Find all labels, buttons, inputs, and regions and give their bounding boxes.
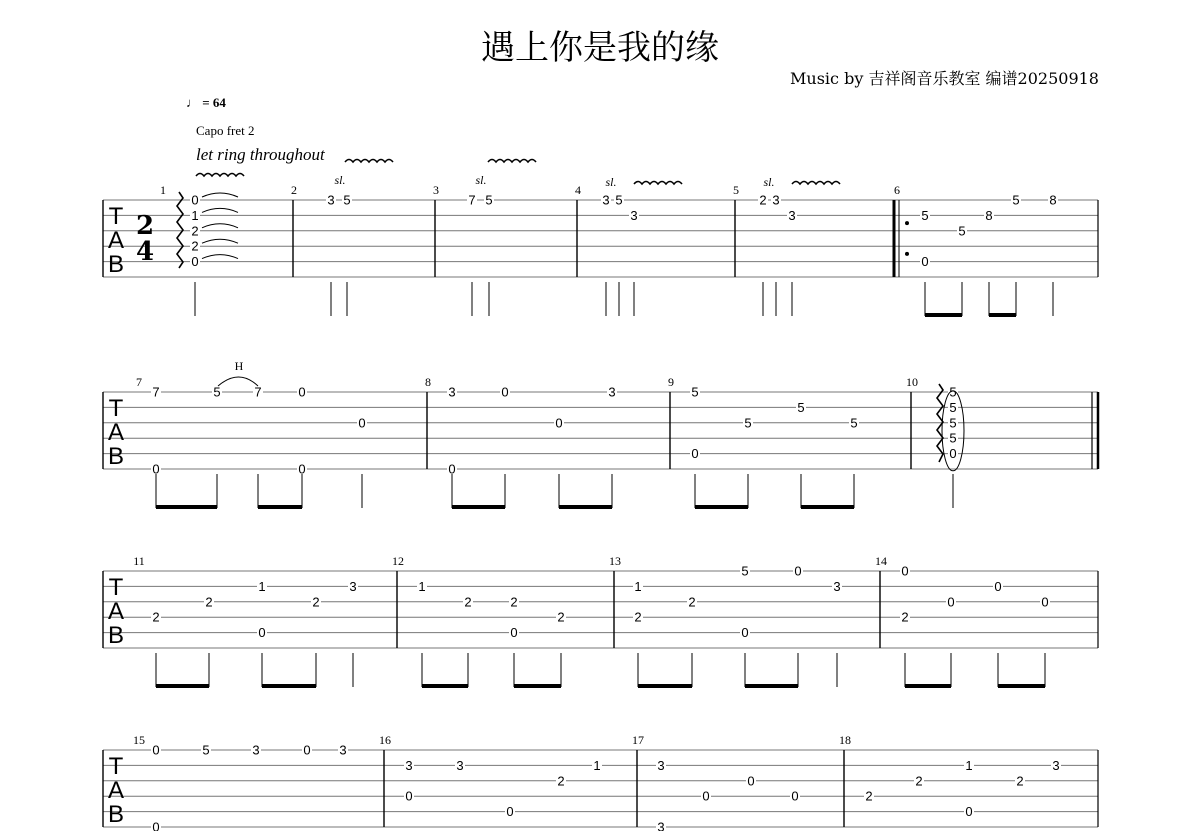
note-beam <box>998 684 1045 688</box>
slide-marking: sl. <box>763 175 775 189</box>
fret-number: 3 <box>327 192 335 208</box>
fret-number: 2 <box>510 594 518 610</box>
note-beam <box>925 313 962 317</box>
fret-number: 5 <box>850 415 858 431</box>
tab-clef-letter: T <box>108 395 124 422</box>
fret-number: 0 <box>152 742 160 758</box>
tab-system <box>103 554 1098 688</box>
fret-number: 0 <box>794 563 802 579</box>
tie-arc <box>202 208 238 212</box>
fret-number: 0 <box>506 804 514 820</box>
fret-number: 1 <box>258 578 266 594</box>
fret-number: 7 <box>254 384 262 400</box>
fret-number: 0 <box>1041 594 1049 610</box>
fret-number: 1 <box>593 757 601 773</box>
measure-number: 3 <box>433 183 439 197</box>
fret-number: 3 <box>405 757 413 773</box>
fret-number: 5 <box>744 415 752 431</box>
fret-number: 8 <box>1049 192 1057 208</box>
measure-number: 5 <box>733 183 739 197</box>
measure-number: 10 <box>906 375 918 389</box>
tab-clef-letter: A <box>107 777 125 804</box>
fret-number: 1 <box>965 757 973 773</box>
tab-clef-letter: A <box>107 419 125 446</box>
fret-number: 3 <box>1052 757 1060 773</box>
tempo-marking: ♩ = 64 <box>186 95 226 110</box>
fret-number: 0 <box>901 563 909 579</box>
measure-number: 9 <box>668 375 674 389</box>
fret-number: 0 <box>298 461 306 477</box>
tab-clef-letter: A <box>107 227 125 254</box>
note-beam <box>156 684 209 688</box>
repeat-dot <box>905 252 909 256</box>
fret-number: 0 <box>702 788 710 804</box>
fret-number: 0 <box>191 254 199 270</box>
fret-number: 0 <box>921 254 929 270</box>
fret-number: 2 <box>688 594 696 610</box>
note-beam <box>258 505 302 509</box>
fret-number: 0 <box>791 788 799 804</box>
tab-clef-letter: A <box>107 598 125 625</box>
measure-number: 6 <box>894 183 900 197</box>
tab-clef-letter: B <box>107 622 125 649</box>
fret-number: 5 <box>691 384 699 400</box>
fret-number: 5 <box>949 415 957 431</box>
vibrato-wave <box>345 160 393 163</box>
fret-number: 5 <box>202 742 210 758</box>
fret-number: 3 <box>349 578 357 594</box>
fret-number: 7 <box>468 192 476 208</box>
fret-number: 5 <box>958 223 966 239</box>
fret-number: 0 <box>303 742 311 758</box>
measure-number: 16 <box>379 733 391 747</box>
fret-number: 0 <box>965 804 973 820</box>
fret-number: 2 <box>1016 773 1024 789</box>
fret-number: 1 <box>191 207 199 223</box>
fret-number: 0 <box>501 384 509 400</box>
note-beam <box>801 505 854 509</box>
arpeggio-wavy-line <box>177 192 183 268</box>
note-beam <box>905 684 951 688</box>
fret-number: 8 <box>985 207 993 223</box>
measure-number: 11 <box>133 554 145 568</box>
fret-number: 2 <box>557 609 565 625</box>
note-beam <box>559 505 612 509</box>
fret-number: 5 <box>949 399 957 415</box>
tie-arc <box>202 239 238 243</box>
fret-number: 1 <box>634 578 642 594</box>
note-beam <box>695 505 748 509</box>
tab-clef-letter: B <box>107 251 125 278</box>
slide-marking: sl. <box>334 173 346 187</box>
fret-number: 0 <box>191 192 199 208</box>
fret-number: 0 <box>949 446 957 462</box>
fret-number: 3 <box>788 207 796 223</box>
measure-number: 15 <box>133 733 145 747</box>
measure-number: 18 <box>839 733 851 747</box>
tab-clef-letter: T <box>108 574 124 601</box>
song-title: 遇上你是我的缘 <box>481 28 719 68</box>
fret-number: 0 <box>747 773 755 789</box>
fret-number: 7 <box>152 384 160 400</box>
tie-arc <box>202 193 238 197</box>
fret-number: 3 <box>448 384 456 400</box>
tab-clef-letter: B <box>107 801 125 828</box>
fret-number: 3 <box>456 757 464 773</box>
fret-number: 0 <box>152 819 160 831</box>
hammer-on-marking: H <box>234 359 244 373</box>
tab-clef-letter: T <box>108 753 124 780</box>
fret-number: 0 <box>448 461 456 477</box>
note-beam <box>745 684 798 688</box>
fret-number: 2 <box>205 594 213 610</box>
tab-clef-letter: B <box>107 443 125 470</box>
capo-marking: Capo fret 2 <box>196 123 255 138</box>
fret-number: 3 <box>252 742 260 758</box>
fret-number: 0 <box>510 625 518 641</box>
vibrato-wave <box>488 160 536 163</box>
hammer-on-arc <box>218 377 258 386</box>
measure-number: 8 <box>425 375 431 389</box>
fret-number: 2 <box>557 773 565 789</box>
slide-marking: sl. <box>605 175 617 189</box>
slide-marking: sl. <box>475 173 487 187</box>
fret-number: 3 <box>602 192 610 208</box>
fret-number: 0 <box>258 625 266 641</box>
fret-number: 2 <box>901 609 909 625</box>
tab-system <box>103 160 1098 318</box>
tie-arc <box>202 224 238 228</box>
fret-number: 3 <box>657 757 665 773</box>
note-beam <box>638 684 692 688</box>
time-signature-top: 2 <box>135 211 155 241</box>
tie-arc <box>202 255 238 259</box>
fret-number: 3 <box>833 578 841 594</box>
fret-number: 2 <box>915 773 923 789</box>
fret-number: 5 <box>485 192 493 208</box>
fret-number: 0 <box>555 415 563 431</box>
fret-number: 5 <box>949 430 957 446</box>
let-ring-marking: let ring throughout <box>196 145 325 164</box>
fret-number: 0 <box>691 446 699 462</box>
measure-number: 14 <box>875 554 887 568</box>
fret-number: 3 <box>608 384 616 400</box>
measure-number: 4 <box>575 183 581 197</box>
fret-number: 5 <box>797 399 805 415</box>
fret-number: 0 <box>152 461 160 477</box>
fret-number: 3 <box>630 207 638 223</box>
fret-number: 2 <box>312 594 320 610</box>
note-beam <box>989 313 1016 317</box>
fret-number: 2 <box>464 594 472 610</box>
fret-number: 5 <box>213 384 221 400</box>
fret-number: 2 <box>152 609 160 625</box>
note-beam <box>514 684 561 688</box>
fret-number: 2 <box>191 238 199 254</box>
fret-number: 0 <box>741 625 749 641</box>
measure-number: 13 <box>609 554 621 568</box>
fret-number: 5 <box>615 192 623 208</box>
vibrato-wave <box>792 182 840 185</box>
fret-number: 3 <box>657 819 665 831</box>
repeat-dot <box>905 221 909 225</box>
measure-number: 12 <box>392 554 404 568</box>
fret-number: 1 <box>418 578 426 594</box>
fret-number: 3 <box>339 742 347 758</box>
fret-number: 0 <box>298 384 306 400</box>
fret-number: 0 <box>358 415 366 431</box>
fret-number: 0 <box>947 594 955 610</box>
fret-number: 2 <box>634 609 642 625</box>
fret-number: 0 <box>405 788 413 804</box>
tab-clef-letter: T <box>108 203 124 230</box>
note-beam <box>452 505 505 509</box>
fret-number: 5 <box>741 563 749 579</box>
fret-number: 0 <box>994 578 1002 594</box>
fret-number: 2 <box>865 788 873 804</box>
note-beam <box>262 684 316 688</box>
measure-number: 7 <box>136 375 142 389</box>
fret-number: 5 <box>343 192 351 208</box>
fret-number: 2 <box>759 192 767 208</box>
fret-number: 5 <box>921 207 929 223</box>
fret-number: 3 <box>772 192 780 208</box>
vibrato-wave <box>634 182 682 185</box>
measure-number: 17 <box>632 733 644 747</box>
note-beam <box>156 505 217 509</box>
time-signature-bottom: 4 <box>135 237 155 267</box>
tab-system <box>103 733 1098 831</box>
fret-number: 2 <box>191 223 199 239</box>
measure-number: 2 <box>291 183 297 197</box>
tab-system <box>103 359 1098 509</box>
fret-number: 5 <box>949 384 957 400</box>
measure-number: 1 <box>160 183 166 197</box>
music-credit: Music by 吉祥阁音乐教室 编谱20250918 <box>790 69 1099 88</box>
fret-number: 5 <box>1012 192 1020 208</box>
note-beam <box>422 684 468 688</box>
vibrato-wave <box>196 174 244 177</box>
